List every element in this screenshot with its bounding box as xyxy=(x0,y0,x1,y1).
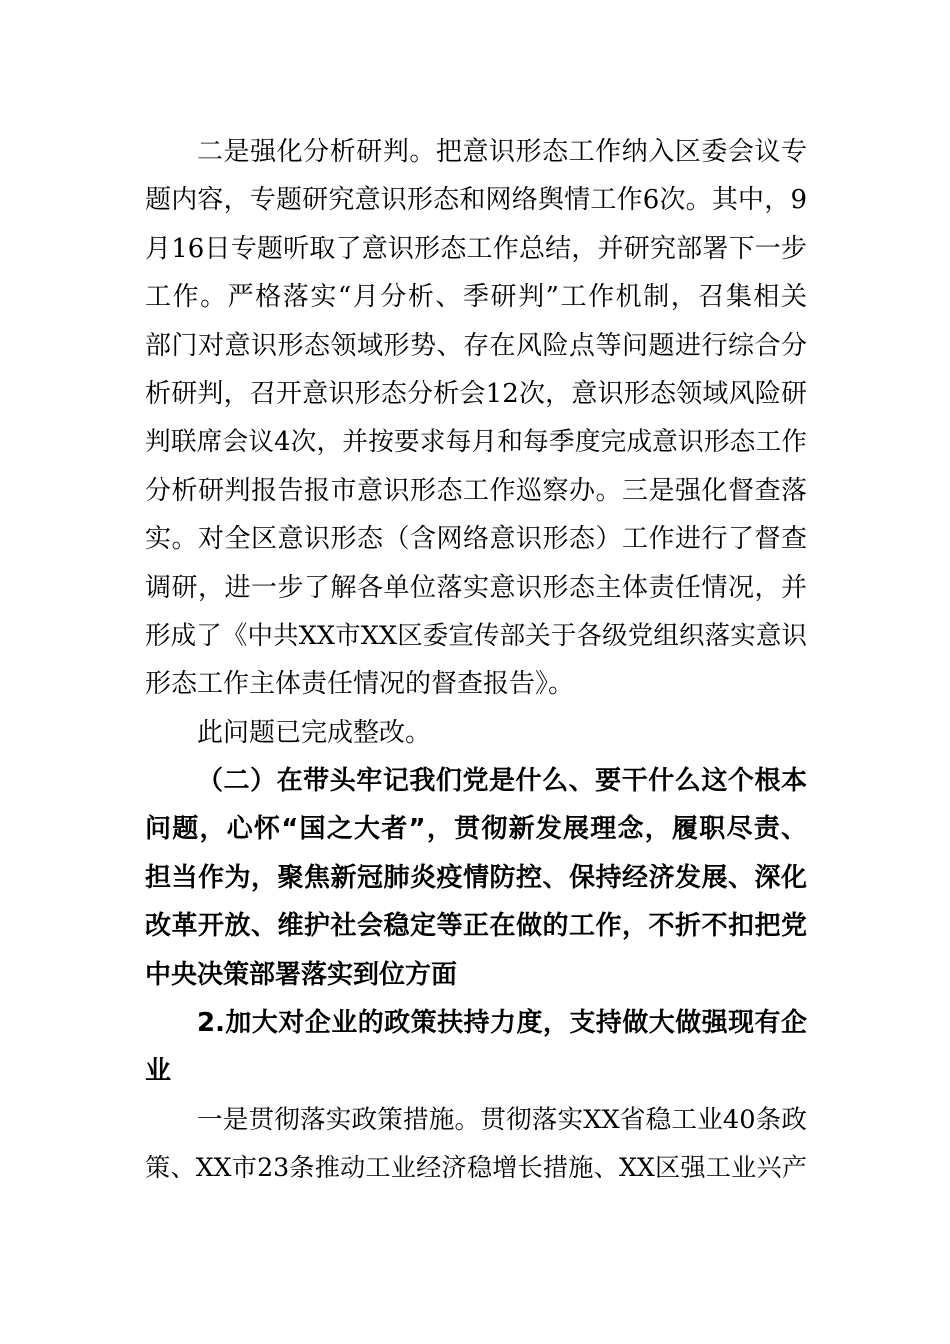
paragraph-status xyxy=(145,709,807,757)
text-line: 实。对全区意识形态（含网络意识形态）工作进行了督查 xyxy=(145,524,807,555)
section-heading xyxy=(145,757,807,999)
text-line: 二是强化分析研判。把意识形态工作纳入区委会议专 xyxy=(197,137,807,167)
text-line: 策、XX市23条推动工业经济稳增长措施、XX区强工业兴产 xyxy=(145,1153,807,1183)
text-line: 题内容，专题研究意识形态和网络舆情工作6次。其中，9 xyxy=(145,185,807,216)
heading-line: 2.加大对企业的政策扶持力度，支持做大做强现有企 xyxy=(197,1008,807,1039)
text-line: 工作。严格落实“月分析、季研判”工作机制，召集相关 xyxy=(145,282,807,313)
text-line: 月16日专题听取了意识形态工作总结，并研究部署下一步 xyxy=(145,233,807,264)
text-line: 一是贯彻落实政策措施。贯彻落实XX省稳工业40条政 xyxy=(197,1104,807,1135)
text-line: 析研判，召开意识形态分析会12次，意识形态领域风险研 xyxy=(145,378,807,409)
paragraph-policy xyxy=(145,1096,807,1193)
text-line: 判联席会议4次，并按要求每月和每季度完成意识形态工作 xyxy=(145,427,807,458)
item-heading xyxy=(145,999,807,1096)
text-line: 调研，进一步了解各单位落实意识形态主体责任情况，并 xyxy=(145,572,807,603)
document-body xyxy=(145,128,807,1193)
text-line: 形成了《中共XX市XX区委宣传部关于各级党组织落实意识 xyxy=(145,620,807,651)
heading-line: 担当作为，聚焦新冠肺炎疫情防控、保持经济发展、深化 xyxy=(145,862,807,893)
text-line: 分析研判报告报市意识形态工作巡察办。三是强化督查落 xyxy=(145,475,807,506)
text-line: 形态工作主体责任情况的督查报告》。 xyxy=(145,669,575,700)
text-line: 部门对意识形态领域形势、存在风险点等问题进行综合分 xyxy=(145,330,807,361)
heading-line: 改革开放、维护社会稳定等正在做的工作，不折不扣把党 xyxy=(145,911,807,942)
heading-line: （二）在带头牢记我们党是什么、要干什么这个根本 xyxy=(197,766,807,797)
heading-line: 中央决策部署落实到位方面 xyxy=(145,959,458,990)
heading-line: 业 xyxy=(145,1056,172,1087)
heading-line: 问题，心怀“国之大者”，贯彻新发展理念，履职尽责、 xyxy=(145,814,807,845)
paragraph-analysis xyxy=(145,128,807,709)
text-line: 此问题已完成整改。 xyxy=(197,717,432,748)
